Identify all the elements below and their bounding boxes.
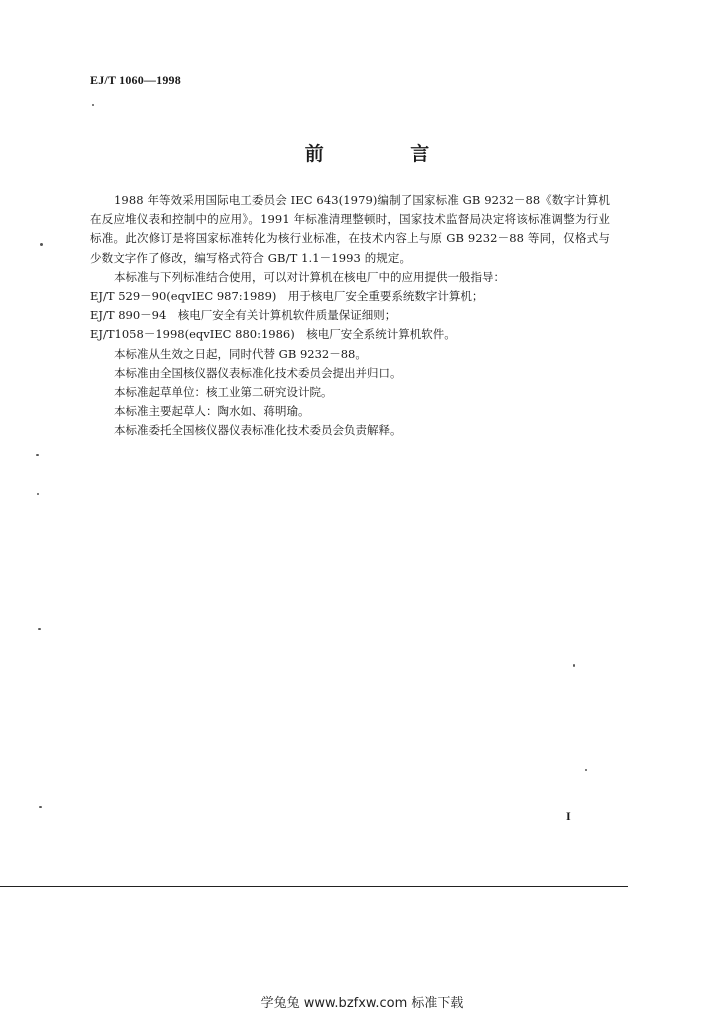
scan-speck [36, 454, 39, 456]
scan-speck [585, 769, 587, 771]
document-code: EJ/T 1060—1998 [90, 73, 181, 87]
scan-speck [40, 243, 43, 246]
footer-watermark: 学兔兔 www.bzfxw.com 标准下载 [260, 996, 464, 1011]
reference-item: EJ/T1058－1998(eqvIEC 880:1986) 核电厂安全系统计算机软件。 [90, 327, 456, 342]
scan-speck [92, 104, 94, 106]
scan-speck [38, 628, 41, 630]
paragraph-related-standards: 本标准与下列标准结合使用，可以对计算机在核电厂中的应用提供一般指导： [114, 269, 505, 284]
reference-item: EJ/T 890－94 核电厂安全有关计算机软件质量保证细则； [90, 308, 397, 323]
paragraph-interpretation: 本标准委托全国核仪器仪表标准化技术委员会负责解释。 [114, 423, 402, 438]
reference-item: EJ/T 529－90(eqvIEC 987:1989) 用于核电厂安全重要系统数字计算机； [90, 289, 484, 304]
footer-divider [0, 886, 628, 887]
preface-body [90, 191, 610, 441]
page-title: 前 言 [304, 143, 470, 165]
paragraph-drafters: 本标准主要起草人：陶水如、蒋明瑜。 [114, 404, 310, 419]
scan-speck [37, 493, 39, 495]
page-number: I [566, 809, 571, 823]
scan-speck [573, 664, 575, 667]
paragraph-effective: 本标准从生效之日起，同时代替 GB 9232－88。 [114, 346, 367, 361]
paragraph-history: 1988 年等效采用国际电工委员会 IEC 643(1979)编制了国家标准 GB 9232－88《数字计算机在反应堆仪表和控制中的应用》。1991 年标准清理整顿时，国家技术监督局决定将该标准调整为行业标准。此次修订是将国家标准转化为核行业标准，在技术内容上与原 GB 9232－88 等同，仅格式与少数文字作了修改，编写格式符合 GB/T 1.1－1993 的规定。 [90, 193, 610, 265]
paragraph-drafting-unit: 本标准起草单位：核工业第二研究设计院。 [114, 385, 333, 400]
scan-speck [39, 806, 42, 808]
paragraph-proposer: 本标准由全国核仪器仪表标准化技术委员会提出并归口。 [114, 365, 402, 380]
